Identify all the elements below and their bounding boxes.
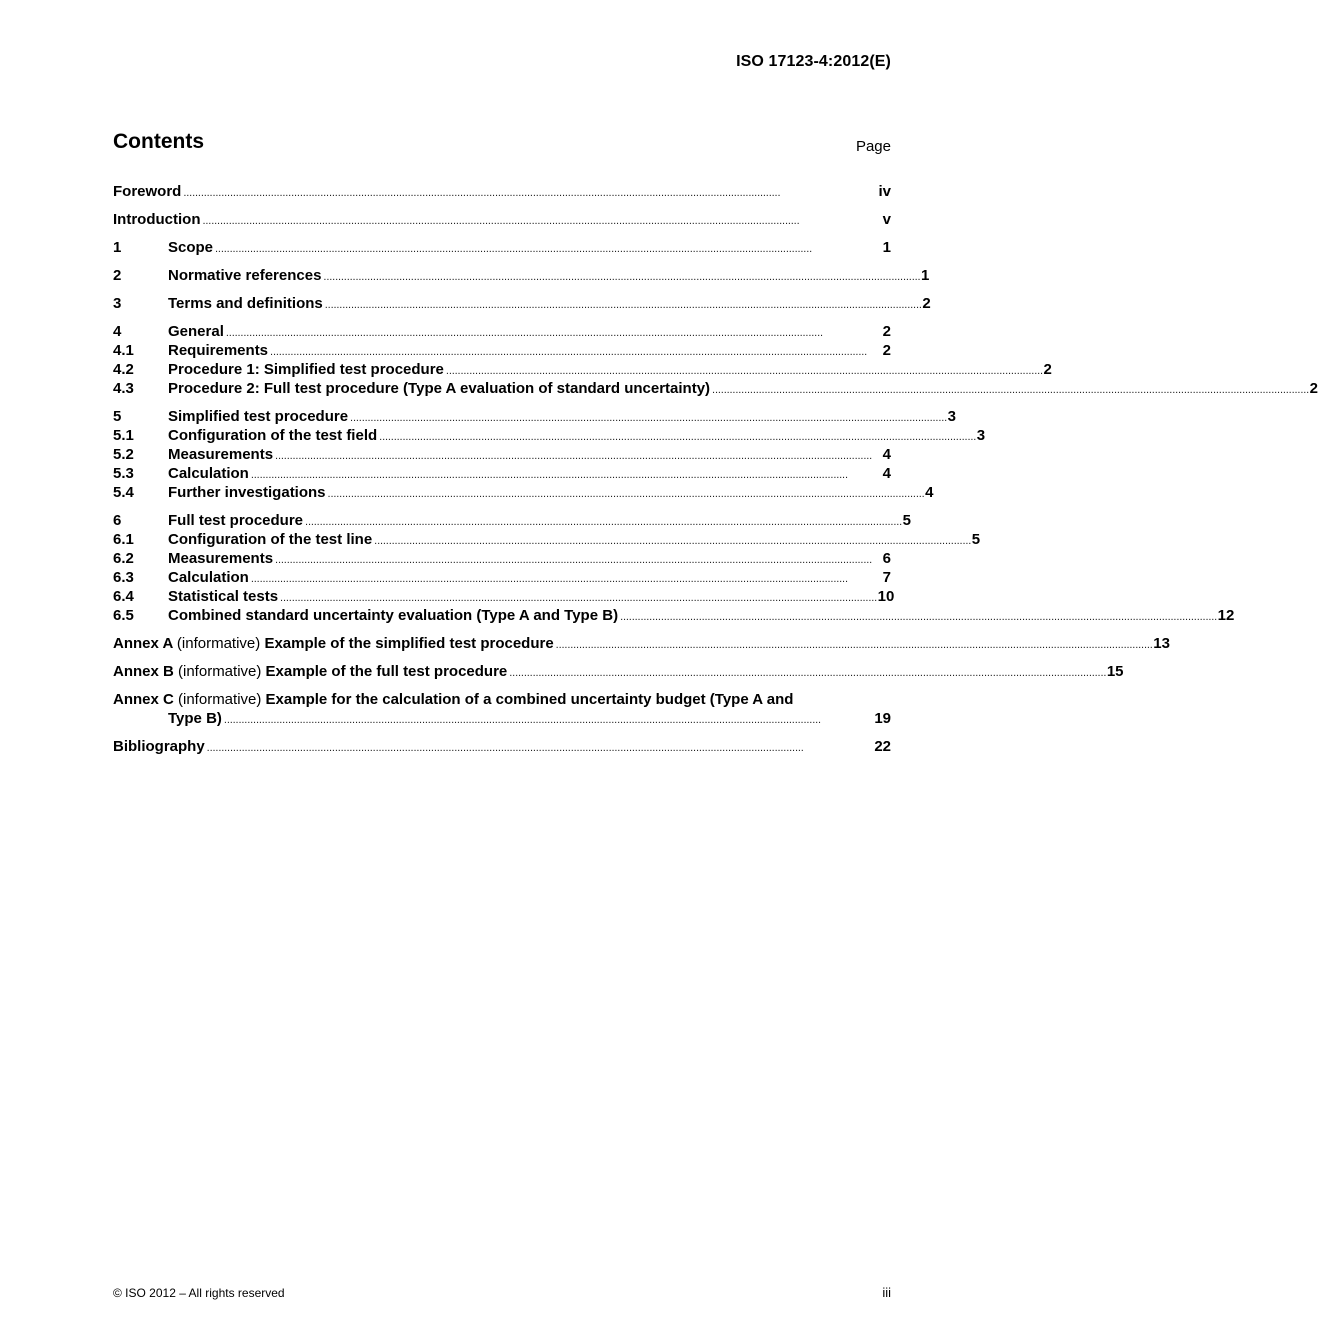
toc-entry-simplified-test-procedure[interactable] [113, 407, 956, 426]
toc-entry-number: 6.5 [113, 607, 134, 624]
toc-entry-number: 4.1 [113, 342, 134, 359]
dot-leader [509, 664, 1105, 683]
toc-entry-configuration-test-line[interactable] [113, 530, 981, 549]
toc-entry-configuration-test-field[interactable] [113, 426, 986, 445]
toc-entry-number: 4.3 [113, 380, 134, 397]
toc-entry-measurements-6-2[interactable] [113, 549, 891, 568]
toc-entry-number: 1 [113, 239, 122, 256]
toc-entry-page: 2 [882, 323, 891, 340]
annex-label: Annex C [113, 691, 174, 708]
toc-entry-title: Procedure 2: Full test procedure (Type A evaluation of standard uncertainty) [168, 380, 711, 397]
dot-leader [305, 513, 901, 532]
toc-entry-page: 4 [882, 446, 891, 463]
toc-entry-annex-c[interactable] [113, 690, 891, 728]
toc-entry-page: 5 [902, 512, 911, 529]
dot-leader [207, 739, 873, 758]
dot-leader [328, 485, 924, 504]
toc-entry-page: 22 [874, 738, 891, 755]
toc-entry-title [113, 634, 554, 653]
toc-entry-annex-b[interactable] [113, 662, 1124, 681]
toc-entry-requirements[interactable] [113, 341, 891, 360]
toc-entry-page: 15 [1106, 663, 1124, 680]
toc-entry-calculation-5-3[interactable] [113, 464, 891, 483]
dot-leader [275, 447, 881, 466]
page-number: iii [882, 1285, 891, 1300]
toc-entry-introduction[interactable] [113, 210, 891, 229]
toc-entry-calculation-6-3[interactable] [113, 568, 891, 587]
table-of-contents [113, 182, 1318, 756]
dot-leader [202, 212, 880, 231]
toc-entry-number: 5 [113, 408, 122, 425]
toc-entry-foreword[interactable] [113, 182, 891, 201]
annex-label: Annex B [113, 663, 174, 680]
toc-entry-page: 10 [877, 588, 895, 605]
toc-entry-title: Calculation [168, 569, 249, 586]
toc-entry-page: 6 [882, 550, 891, 567]
toc-entry-title: Calculation [168, 465, 249, 482]
toc-entry-full-test-procedure[interactable] [113, 511, 911, 530]
toc-entry-page: 2 [882, 342, 891, 359]
toc-entry-number: 5.2 [113, 446, 134, 463]
toc-entry-title: Introduction [113, 211, 201, 228]
dot-leader [183, 184, 876, 203]
toc-entry-title: Configuration of the test field [168, 427, 378, 444]
annex-kind: (informative) [178, 663, 262, 680]
dot-leader [620, 608, 1216, 627]
toc-entry-number: 6.3 [113, 569, 134, 586]
toc-entry-page: 13 [1153, 635, 1170, 652]
annex-kind: (informative) [176, 635, 261, 652]
toc-entry-title [113, 662, 507, 681]
toc-entry-page: 1 [882, 239, 891, 256]
toc-entry-title: Bibliography [113, 738, 205, 755]
dot-leader [323, 268, 919, 287]
toc-entry-title: Statistical tests [168, 588, 279, 605]
toc-entry-page: 5 [971, 531, 981, 548]
dot-leader [350, 409, 946, 428]
toc-entry-number: 6.2 [113, 550, 134, 567]
dot-leader [215, 240, 881, 259]
toc-entry-page: 1 [921, 267, 930, 284]
toc-entry-title: Terms and definitions [168, 295, 323, 312]
annex-label: Annex A [113, 635, 173, 652]
toc-entry-title: Further investigations [168, 484, 326, 501]
toc-entry-title: Measurements [168, 446, 274, 463]
toc-entry-further-investigations[interactable] [113, 483, 934, 502]
toc-entry-page: 19 [874, 710, 891, 727]
annex-title: Example for the calculation of a combined uncertainty budget (Type A and [265, 691, 794, 708]
toc-entry-page: 2 [1309, 380, 1318, 397]
toc-entry-terms-and-definitions[interactable] [113, 294, 931, 313]
toc-entry-title: Normative references [168, 267, 322, 284]
toc-entry-page: 7 [882, 569, 891, 586]
toc-entry-number: 6.1 [113, 531, 134, 548]
toc-entry-page: 2 [1043, 361, 1052, 378]
page-column-label: Page [855, 138, 891, 155]
toc-entry-combined-uncertainty[interactable] [113, 606, 1235, 625]
copyright-notice: © ISO 2012 – All rights reserved [113, 1286, 285, 1300]
annex-kind: (informative) [178, 691, 262, 708]
toc-entry-number: 5.1 [113, 427, 134, 444]
toc-entry-bibliography[interactable] [113, 737, 891, 756]
toc-entry-title: Configuration of the test line [168, 531, 373, 548]
dot-leader [275, 551, 881, 570]
toc-entry-procedure-2[interactable] [113, 379, 1318, 398]
dot-leader [251, 466, 881, 485]
toc-entry-number: 5.3 [113, 465, 134, 482]
dot-leader [325, 296, 921, 315]
toc-entry-page: 2 [922, 295, 931, 312]
toc-entry-title: Combined standard uncertainty evaluation (Type A and Type B) [168, 607, 619, 624]
toc-entry-measurements-5-2[interactable] [113, 445, 891, 464]
toc-entry-number: 5.4 [113, 484, 134, 501]
dot-leader [226, 324, 881, 343]
annex-title: Example of the simplified test procedure [264, 635, 554, 652]
dot-leader [251, 570, 881, 589]
toc-entry-number: 6 [113, 512, 122, 529]
toc-entry-normative-references[interactable] [113, 266, 930, 285]
toc-entry-number: 4.2 [113, 361, 134, 378]
document-id: ISO 17123-4:2012(E) [736, 53, 891, 70]
toc-entry-page: iv [878, 183, 891, 200]
toc-entry-title: Procedure 1: Simplified test procedure [168, 361, 444, 378]
toc-entry-number: 2 [113, 267, 122, 284]
toc-entry-procedure-1[interactable] [113, 360, 1052, 379]
toc-entry-title: Requirements [168, 342, 269, 359]
toc-entry-page: 3 [947, 408, 956, 425]
annex-c-first-line [113, 690, 891, 709]
dot-leader [224, 711, 872, 730]
toc-entry-general[interactable] [113, 322, 891, 341]
toc-entry-page: 4 [882, 465, 891, 482]
toc-entry-title: Simplified test procedure [168, 408, 349, 425]
toc-entry-page: v [882, 211, 891, 228]
toc-entry-annex-a[interactable] [113, 634, 1170, 653]
toc-entry-title: Measurements [168, 550, 274, 567]
toc-entry-title: Full test procedure [168, 512, 304, 529]
toc-entry-statistical-tests[interactable] [113, 587, 895, 606]
toc-entry-number: 4 [113, 323, 122, 340]
toc-entry-scope[interactable] [113, 238, 891, 257]
annex-title-continued: Type B) [168, 710, 222, 727]
toc-entry-title: General [168, 323, 224, 340]
toc-entry-page: 4 [925, 484, 934, 501]
toc-entry-number: 6.4 [113, 588, 134, 605]
toc-entry-number: 3 [113, 295, 122, 312]
toc-heading: Contents [113, 130, 204, 153]
toc-entry-title: Scope [168, 239, 214, 256]
toc-entry-title: Foreword [113, 183, 182, 200]
toc-entry-page: 3 [976, 427, 986, 444]
toc-entry-page: 12 [1217, 607, 1235, 624]
dot-leader [556, 636, 1152, 655]
dot-leader [374, 532, 970, 551]
annex-c-second-line [113, 709, 891, 728]
dot-leader [712, 381, 1308, 400]
annex-title: Example of the full test procedure [265, 663, 508, 680]
